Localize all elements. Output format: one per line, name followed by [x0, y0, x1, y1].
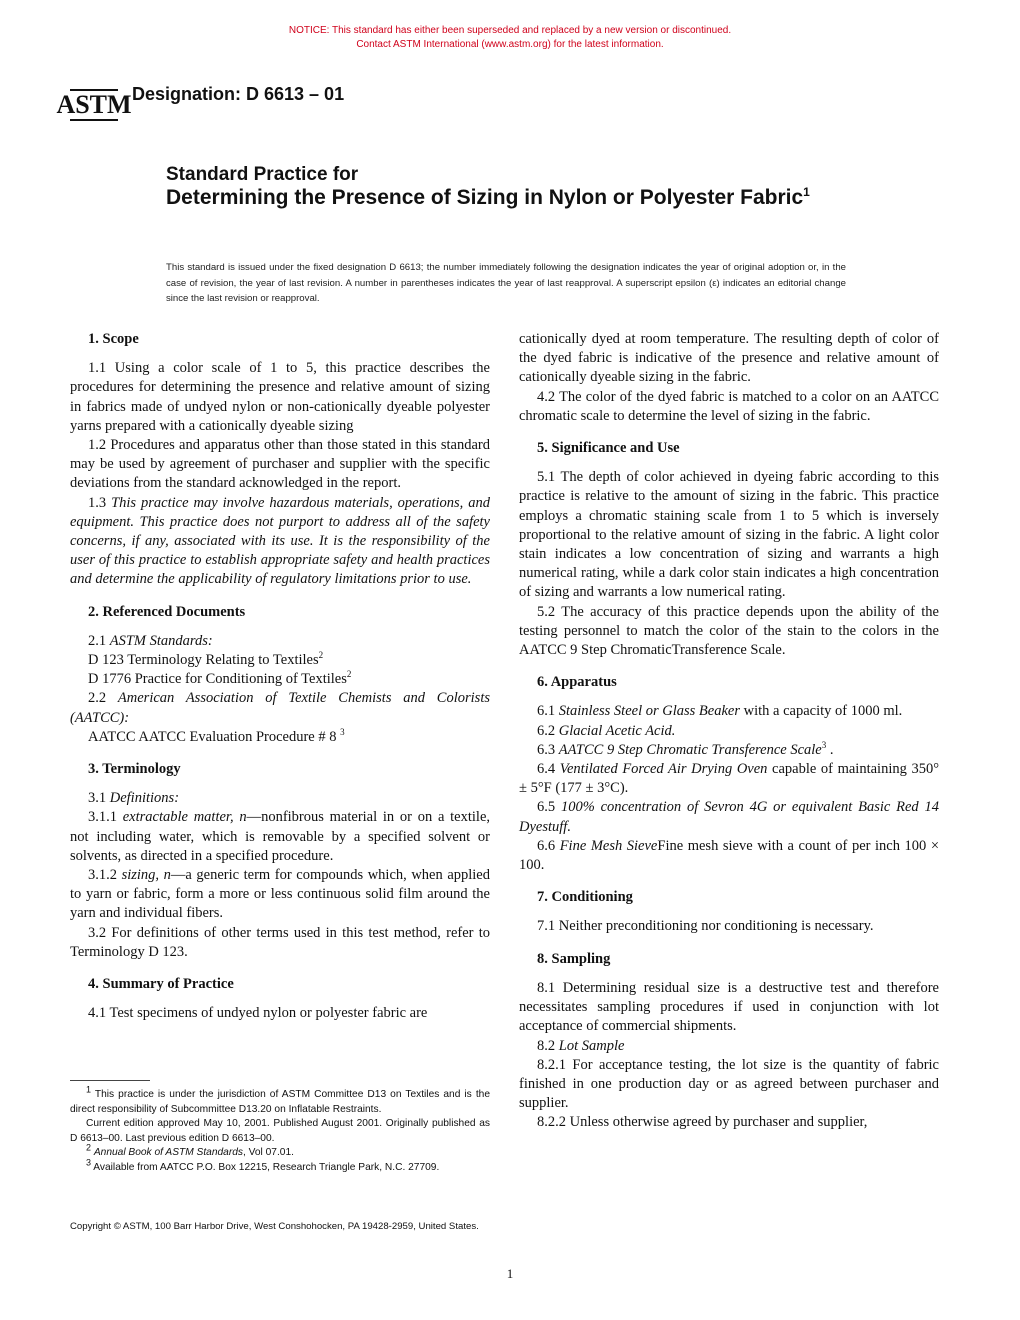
issued-statement: This standard is issued under the fixed designation D 6613; the number immediately following the designation indicates the year of original adoption or, in the case of revision, the year of last revision. A number in parentheses indicates the year of last reapproval. A superscript epsilon (ε) indicates an editorial change since the last revision or reapproval.: [166, 262, 846, 304]
page-number: 1: [506, 1266, 514, 1281]
copyright: Copyright © ASTM, 100 Barr Harbor Drive, West Conshohocken, PA 19428-2959, United States.: [70, 1221, 479, 1232]
para-8-2-2: 8.2.2 Unless otherwise agreed by purchaser and supplier,: [537, 1114, 868, 1131]
section-7-heading: 7. Conditioning: [537, 889, 633, 906]
para-4-1-start: 4.1 Test specimens of undyed nylon or polyester fabric are: [88, 1005, 428, 1022]
section-6-heading: 6. Apparatus: [537, 674, 617, 691]
section-3-heading: 3. Terminology: [88, 761, 181, 778]
section-8-heading: 8. Sampling: [537, 950, 611, 967]
para-2-2: 2.2 American Association of Textile Chemists and Colorists (AATCC):: [70, 690, 490, 726]
footnote-3: $^3$ Available from AATCC P.O. Box 12215, Research Triangle Park, N.C. 27709.: [86, 1157, 440, 1173]
title-main: Determining the Presence of Sizing in Nylon or Polyester Fabric$^1$: [166, 185, 810, 209]
para-1-3: 1.3 This practice may involve hazardous materials, operations, and equipment. This practice does not purport to address all of the safety concerns, if any, associated with its use. It is the responsibility of the user of this practice to establish appropriate safety and health practices and determine the applicability of regulatory limitations prior to use.: [70, 494, 491, 588]
para-8-2: 8.2 Lot Sample: [537, 1037, 625, 1054]
para-1-1: 1.1 Using a color scale of 1 to 5, this practice describes the procedures for determining the presence and relative amount of sizing in fabrics made of undyed nylon or non-cationically dyeable polyester yarns prepared with a cationically dyeable sizing: [70, 360, 490, 434]
para-5-2: 5.2 The accuracy of this practice depends upon the ability of the testing personnel to match the color of the stain to the colors in the AATCC 9 Step ChromaticTransference Scale.: [519, 603, 939, 659]
ref-aatcc: AATCC AATCC Evaluation Procedure # 8 $^3$: [88, 727, 345, 745]
notice-line-1: NOTICE: This standard has either been superseded and replaced by a new version or discontinued.: [288, 25, 732, 36]
para-6-3: 6.3 AATCC 9 Step Chromatic Transference Scale$^3$ .: [537, 740, 834, 758]
para-6-4: 6.4 Ventilated Forced Air Drying Oven capable of maintaining 350° ± 5°F (177 ± 3°C).: [519, 761, 940, 797]
para-6-5: 6.5 100% concentration of Sevron 4G or equivalent Basic Red 14 Dyestuff.: [519, 799, 939, 835]
ref-d123: D 123 Terminology Relating to Textiles$^2$: [88, 650, 324, 669]
footnote-1: $^1$ This practice is under the jurisdiction of ASTM Committee D13 on Textiles and is the direct responsibility of Subcommittee D13.20 on Inflatable Restraints.: [70, 1084, 490, 1115]
para-3-2: 3.2 For definitions of other terms used in this test method, refer to Terminology D 123.: [70, 924, 490, 960]
para-3-1-1: 3.1.1 extractable matter, n—nonfibrous material in or on a textile, not including water, which is removable by a specified solvent or solvents, as directed in a specified procedure.: [70, 809, 490, 864]
footnote-1b: Current edition approved May 10, 2001. Published August 2001. Originally published as D 6613–00. Last previous edition D 6613–00.: [70, 1118, 490, 1144]
para-1-2: 1.2 Procedures and apparatus other than those stated in this standard may be used by agreement of purchaser and supplier with the specific deviations from the standard acknowledged in the report.: [70, 437, 490, 492]
para-8-2-1: 8.2.1 For acceptance testing, the lot size is the quantity of fabric finished in one production day or as agreed between purchaser and supplier.: [519, 1056, 939, 1112]
title-footnote-mark: 1: [803, 185, 810, 199]
footnote-2: $^2$ Annual Book of ASTM Standards, Vol 07.01.: [86, 1142, 294, 1158]
para-5-1: 5.1 The depth of color achieved in dyeing fabric according to this practice is relative to the amount of sizing in the fabric. This practice employs a chromatic staining scale from 1 to 5 which is inversely proportional to the relative amount of sizing in the fabric. A light color stain indicates a low concentration of sizing and warrants a high numerical rating, while a dark color stain indicates a high concentration of sizing and warrants a low numerical rating.: [519, 469, 939, 601]
left-column: [70, 330, 490, 1024]
title-prefix: Standard Practice for: [166, 164, 359, 185]
astm-logo-icon: [56, 80, 132, 128]
para-7-1: 7.1 Neither preconditioning nor conditioning is necessary.: [537, 918, 874, 935]
para-8-1: 8.1 Determining residual size is a destructive test and therefore necessitates sampling procedures if used in conjunction with lot acceptance of commercial shipments.: [519, 979, 939, 1035]
section-1-heading: 1. Scope: [88, 331, 139, 347]
right-column: [519, 330, 939, 1133]
designation: Designation: D 6613 – 01: [132, 84, 345, 104]
notice-line-2: Contact ASTM International (www.astm.org) for the latest information.: [356, 39, 664, 50]
logo-text: ASTM: [56, 90, 132, 119]
para-2-1: 2.1 ASTM Standards:: [88, 632, 213, 649]
para-3-1: 3.1 Definitions:: [88, 790, 180, 807]
section-2-heading: 2. Referenced Documents: [88, 603, 246, 620]
supersede-notice: [0, 24, 1020, 52]
ref-d1776: D 1776 Practice for Conditioning of Textiles$^2$: [88, 669, 352, 688]
para-4-1-cont: cationically dyed at room temperature. The resulting depth of color of the dyed fabric is indicative of the presence and relative amount of cationically dyeable sizing in the fabric.: [519, 331, 939, 386]
para-4-2: 4.2 The color of the dyed fabric is matched to a color on an AATCC chromatic scale to determine the level of sizing in the fabric.: [519, 388, 939, 424]
section-4-heading: 4. Summary of Practice: [88, 976, 234, 993]
para-6-1: 6.1 Stainless Steel or Glass Beaker with a capacity of 1000 ml.: [537, 703, 903, 720]
footnotes: [70, 1084, 490, 1175]
para-3-1-2: 3.1.2 sizing, n—a generic term for compounds which, when applied to yarn or fabric, form a more or less continuous solid film around the yarn and individual fibers.: [70, 867, 490, 922]
para-6-6: 6.6 Fine Mesh SieveFine mesh sieve with a count of per inch 100 × 100.: [519, 837, 940, 874]
section-5-heading: 5. Significance and Use: [537, 440, 680, 457]
footnote-rule: [70, 1080, 150, 1081]
document-title: [166, 164, 866, 210]
para-6-2: 6.2 Glacial Acetic Acid.: [537, 722, 676, 739]
